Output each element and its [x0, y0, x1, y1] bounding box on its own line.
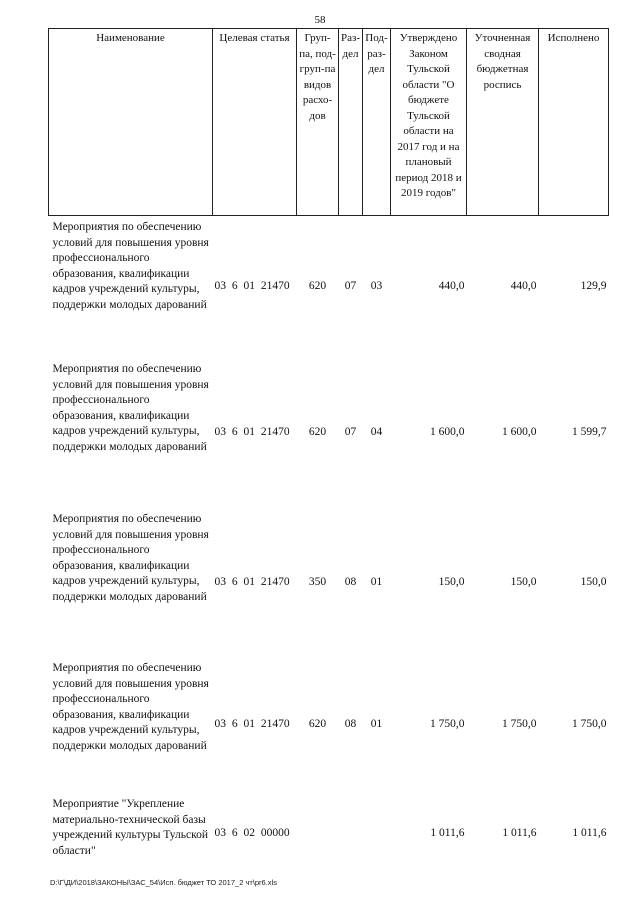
row-subsection: 03 [370, 280, 383, 293]
header-executed: Исполнено [539, 29, 609, 216]
row-refined: 1 750,0 [502, 718, 537, 731]
row-refined: 150,0 [510, 575, 537, 588]
header-refined: Уточненная сводная бюджетная роспись [467, 29, 539, 216]
row-refined: 1 011,6 [502, 827, 537, 840]
row-target: 03 6 01 21470 [214, 426, 290, 439]
table-row [49, 508, 609, 657]
row-refined: 440,0 [510, 280, 537, 293]
header-group: Груп-па, под-груп-па видов расхо-дов [297, 29, 339, 216]
table-row [49, 216, 609, 359]
row-section: 07 [344, 426, 357, 439]
row-target: 03 6 01 21470 [214, 718, 290, 731]
row-name: Мероприятия по обеспечению условий для повышения уровня профессионального образования, квалификации кадров учреждений культуры, поддержки молодых дарований [52, 363, 209, 453]
row-group [297, 793, 339, 875]
row-name: Мероприятия по обеспечению условий для повышения уровня профессионального образования, квалификации кадров учреждений культуры, поддержки молодых дарований [52, 513, 209, 603]
header-target: Целевая статья [213, 29, 297, 216]
row-target: 03 6 01 21470 [214, 280, 290, 293]
table-row [49, 358, 609, 508]
row-subsection: 04 [370, 426, 383, 439]
row-name: Мероприятия по обеспечению условий для повышения уровня профессионального образования, квалификации кадров учреждений культуры, поддержки молодых дарований [52, 221, 209, 311]
row-group: 350 [308, 575, 327, 588]
row-section: 08 [344, 718, 357, 731]
header-section: Раз-дел [339, 29, 363, 216]
row-target: 03 6 01 21470 [214, 575, 290, 588]
row-refined: 1 600,0 [502, 426, 537, 439]
row-approved: 1 600,0 [430, 426, 465, 439]
row-executed: 150,0 [580, 575, 607, 588]
row-section: 08 [344, 575, 357, 588]
row-name: Мероприятия по обеспечению условий для повышения уровня профессионального образования, квалификации кадров учреждений культуры, поддержки молодых дарований [52, 662, 209, 752]
row-approved: 440,0 [438, 280, 465, 293]
row-executed: 1 011,6 [572, 827, 607, 840]
row-section [339, 793, 363, 875]
row-approved: 1 750,0 [430, 718, 465, 731]
row-subsection [363, 793, 391, 875]
row-group: 620 [308, 718, 327, 731]
row-executed: 129,9 [580, 280, 607, 293]
header-subsection: Под-раз-дел [363, 29, 391, 216]
row-subsection: 01 [370, 718, 383, 731]
row-group: 620 [308, 280, 327, 293]
row-target: 03 6 02 00000 [214, 827, 290, 840]
row-section: 07 [344, 280, 357, 293]
budget-table [48, 28, 609, 875]
header-name: Наименование [49, 29, 213, 216]
row-name: Мероприятие "Укрепление материально-технической базы учреждений культуры Тульской области" [52, 798, 209, 857]
row-approved: 150,0 [438, 575, 465, 588]
row-approved: 1 011,6 [430, 827, 465, 840]
table-row [49, 657, 609, 793]
page-number: 58 [314, 14, 326, 26]
row-executed: 1 750,0 [572, 718, 607, 731]
row-executed: 1 599,7 [572, 426, 607, 439]
file-path-footer: D:\Г\ДИ\2018\ЗАКОНЫ\ЗАС_54\Исп. бюджет ТО 2017_2 чт\pr6.xls [50, 878, 277, 887]
row-group: 620 [308, 426, 327, 439]
table-header-row [49, 29, 609, 216]
table-row [49, 793, 609, 875]
header-approved: Утверждено Законом Тульской области "О бюджете Тульской области на 2017 год и на плановый период 2018 и 2019 годов" [391, 29, 467, 216]
row-subsection: 01 [370, 575, 383, 588]
